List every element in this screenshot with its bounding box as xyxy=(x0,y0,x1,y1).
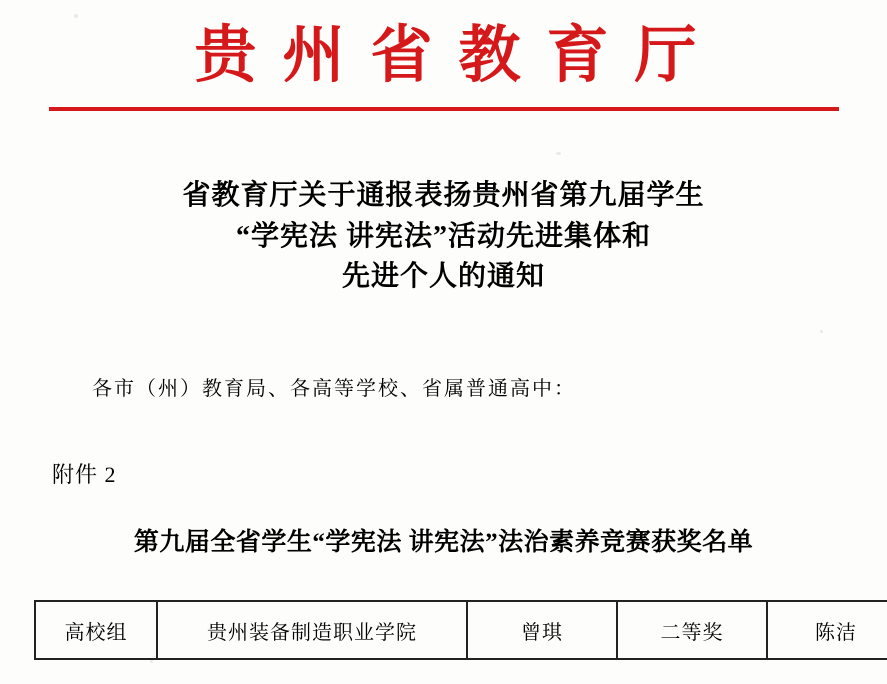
masthead-divider xyxy=(49,107,839,111)
cell-name: 曾琪 xyxy=(467,601,617,659)
page-title-line-1: 省教育厅关于通报表扬贵州省第九届学生 xyxy=(182,180,705,211)
issuing-authority-title: 贵州省教育厅 xyxy=(194,22,723,90)
award-list-table xyxy=(34,600,887,660)
page-title-line-2: “学宪法 讲宪法”活动先进集体和 xyxy=(235,220,651,252)
cell-school: 贵州装备制造职业学院 xyxy=(157,601,467,659)
cell-coach: 陈洁 xyxy=(767,601,887,659)
scan-speck xyxy=(556,152,561,155)
scan-speck xyxy=(74,14,78,18)
page-title-line-3: 先进个人的通知 xyxy=(341,261,545,293)
scan-speck xyxy=(150,660,153,663)
scan-speck xyxy=(820,330,823,333)
cell-group: 高校组 xyxy=(35,601,157,659)
attachment-heading: 第九届全省学生“学宪法 讲宪法”法治素养竞赛获奖名单 xyxy=(133,529,754,556)
cell-award: 二等奖 xyxy=(617,601,767,659)
masthead xyxy=(0,24,887,111)
salutation: 各市（州）教育局、各高等学校、省属普通高中： xyxy=(92,378,576,400)
page-title xyxy=(0,176,887,298)
table-row xyxy=(35,601,887,659)
attachment-label: 附件 2 xyxy=(52,462,117,487)
